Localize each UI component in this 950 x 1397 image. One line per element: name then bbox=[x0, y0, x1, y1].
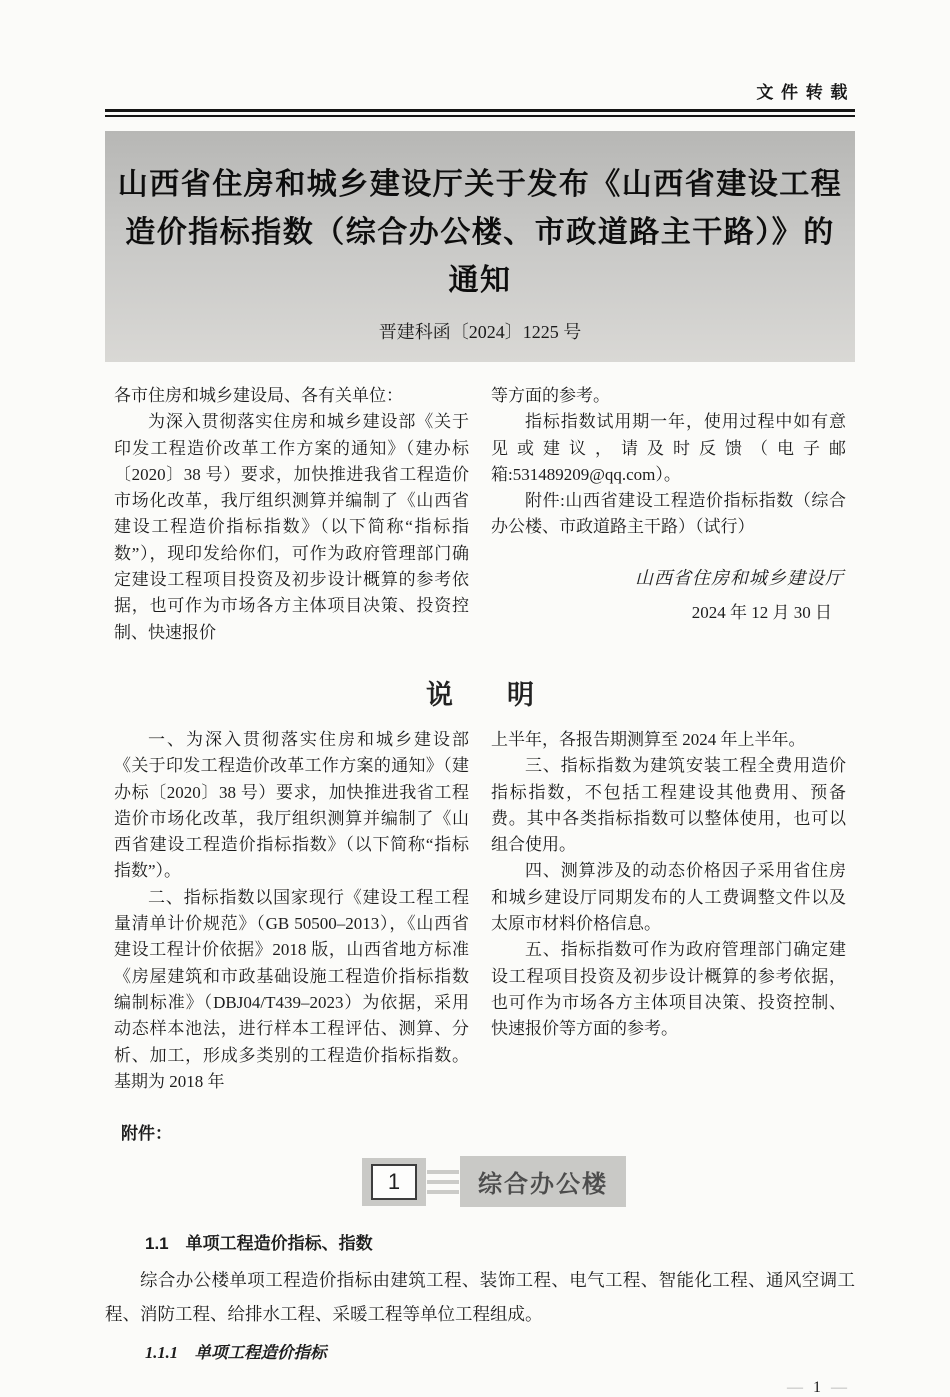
page-number-dash-right: — bbox=[831, 1379, 847, 1397]
header-label: 文件转载 bbox=[756, 83, 855, 102]
page-number-value: 1 bbox=[813, 1379, 821, 1397]
section-title: 综合办公楼 bbox=[460, 1156, 626, 1207]
notice-paragraph-1: 为深入贯彻落实住房和城乡建设部《关于印发工程造价改革工作方案的通知》（建办标〔2020〕38 号）要求，加快推进我省工程造价市场化改革，我厅组织测算并编制了《山西省建设工程造价指标指数》（以下简称“指标指数”），现印发给你们，可作为政府管理部门确定建设工程项目投资及初步设计概算的参考依据，也可作为市场各方主体项目决策、投资控制、快速报价 bbox=[114, 412, 469, 642]
section-number-box bbox=[362, 1158, 426, 1206]
explanation-item-1: 一、为深入贯彻落实住房和城乡建设部《关于印发工程造价改革工作方案的通知》（建办标〔2020〕38 号）要求，加快推进我省工程造价市场化改革，我厅组织测算并编制了《山西省建设工程造价指标指数》（以下简称“指标指数”）。 bbox=[114, 729, 469, 881]
doc-number: 晋建科函〔2024〕1225 号 bbox=[378, 322, 582, 342]
header-rule bbox=[105, 109, 855, 117]
explanation-item-2: 二、指标指数以国家现行《建设工程工程量清单计价规范》（GB 50500–2013），《山西省建设工程计价依据》2018 版，山西省地方标准《房屋建筑和市政基础设施工程造价指标指数编制标准》（DBJ04/T439–2023）为依据，采用动态样本池法，进行样本工程评估、测算、分析、加工，形成多类别的工程造价指标指数。基期为 2018 年 bbox=[114, 887, 469, 1091]
explanation-item-3: 三、指标指数为建筑安装工程全费用造价指标指数，不包括工程建设其他费用、预备费。其中各类指标指数可以整体使用，也可以组合使用。 bbox=[491, 756, 846, 855]
subsection-1-1-text: 综合办公楼单项工程造价指标由建筑工程、装饰工程、电气工程、智能化工程、通风空调工程、消防工程、给排水工程、采暖工程等单位工程组成。 bbox=[105, 1270, 855, 1325]
explanation-item-5: 五、指标指数可作为政府管理部门确定建设工程项目投资及初步设计概算的参考依据，也可作为市场各方主体项目决策、投资控制、快速报价等方面的参考。 bbox=[491, 940, 846, 1039]
explanation-left-column bbox=[114, 727, 469, 1095]
page-header bbox=[105, 0, 855, 117]
section-badge bbox=[362, 1156, 626, 1207]
signature-date: 2024 年 12 月 30 日 bbox=[691, 603, 832, 623]
subsection-1-1-1-heading: 1.1.1 单项工程造价指标 bbox=[145, 1343, 327, 1363]
notice-body bbox=[105, 383, 855, 646]
signature-block bbox=[491, 565, 846, 627]
badge-connector-lines bbox=[427, 1170, 459, 1194]
subsection-1-1-heading: 1.1 单项工程造价指标、指数 bbox=[145, 1234, 373, 1254]
salutation: 各市住房和城乡建设局、各有关单位： bbox=[114, 386, 403, 405]
page-number bbox=[105, 1379, 855, 1397]
signature-organization: 山西省住房和城乡建设厅 bbox=[635, 567, 844, 588]
explanation-body bbox=[105, 727, 855, 1095]
notice-title bbox=[117, 161, 843, 305]
notice-title-line2: 造价指标指数（综合办公楼、市政道路主干路）》的通知 bbox=[125, 216, 835, 297]
explanation-item-4: 四、测算涉及的动态价格因子采用省住房和城乡建设厅同期发布的人工费调整文件以及太原市材料价格信息。 bbox=[491, 861, 846, 934]
section-number: 1 bbox=[371, 1164, 417, 1200]
notice-attachment-line: 附件:山西省建设工程造价指标指数（综合办公楼、市政道路主干路）（试行） bbox=[491, 491, 846, 537]
notice-title-line1: 山西省住房和城乡建设厅关于发布《山西省建设工程 bbox=[117, 168, 843, 201]
explanation-item-2-continued: 上半年，各报告期测算至 2024 年上半年。 bbox=[491, 729, 806, 749]
page-number-dash-left: — bbox=[787, 1379, 803, 1397]
document-page bbox=[105, 0, 855, 1397]
notice-body-right-column bbox=[491, 383, 846, 646]
notice-paragraph-1-continued: 等方面的参考。 bbox=[491, 386, 610, 405]
notice-title-block bbox=[105, 131, 855, 362]
explanation-right-column bbox=[491, 727, 846, 1095]
notice-body-left-column bbox=[114, 383, 469, 646]
attachment-label: 附件： bbox=[121, 1124, 172, 1144]
explanation-heading: 说 明 bbox=[426, 679, 534, 710]
notice-paragraph-2: 指标指数试用期一年，使用过程中如有意见或建议，请及时反馈（电子邮箱:531489209@qq.com）。 bbox=[491, 412, 846, 484]
